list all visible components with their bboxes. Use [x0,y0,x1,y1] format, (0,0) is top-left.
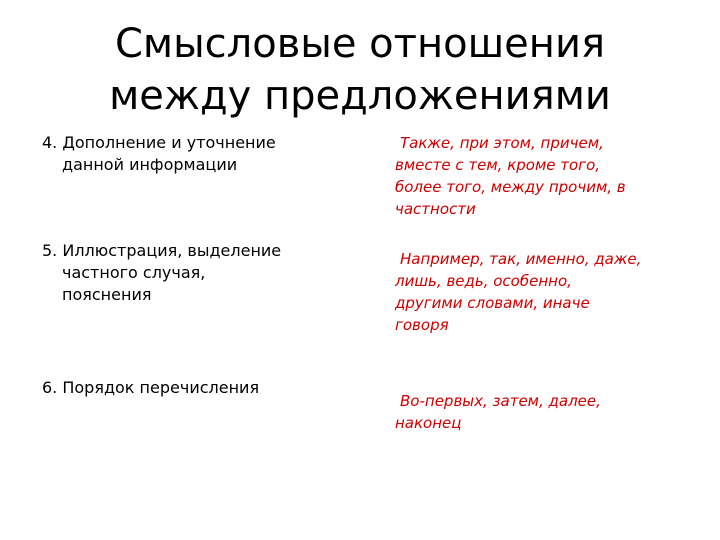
page-title-line-2: между предложениями [109,73,611,119]
relation-term-line: 4. Дополнение и уточнение [42,133,276,152]
relation-term-line: 6. Порядок перечисления [42,378,260,397]
relation-term [42,240,352,306]
relation-term-line: 5. Иллюстрация, выделение [42,241,282,260]
relation-term-line: данной информации [62,155,238,174]
relation-example-line: Также, при этом, причем, [400,134,604,152]
relation-examples [395,132,695,220]
relation-example-line: говоря [395,316,449,334]
relation-example-line: лишь, ведь, особенно, [395,272,572,290]
relation-examples [395,248,695,336]
relation-example-line: Во-первых, затем, далее, [400,392,601,410]
relation-example-line: другими словами, иначе [395,294,590,312]
page-title-line-1: Смысловые отношения [114,21,606,67]
relation-term [42,132,352,176]
relation-term-line: пояснения [62,285,152,304]
relation-example-line: наконец [395,414,462,432]
page-title [0,18,720,122]
relation-examples [395,390,695,434]
relation-example-line: более того, между прочим, в [395,178,626,196]
relation-example-line: вместе с тем, кроме того, [395,156,601,174]
relation-example-line: Например, так, именно, даже, [400,250,642,268]
relation-term [42,377,352,399]
relation-example-line: частности [395,200,476,218]
relation-term-line: частного случая, [62,263,206,282]
